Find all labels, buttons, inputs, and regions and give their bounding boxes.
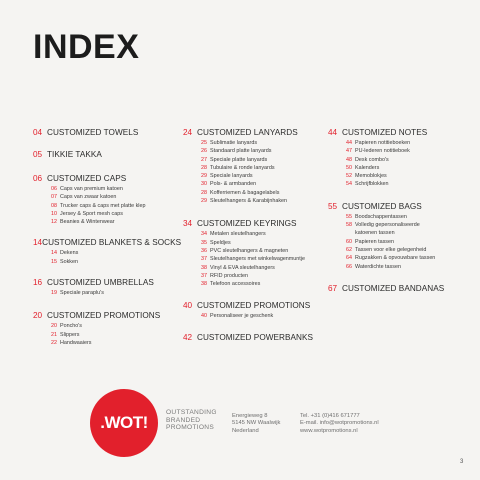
sub-item[interactable] [328,213,473,221]
contact-phone: Tel. +31 (0)416 671777 [300,413,360,419]
address-line: Nederland [232,427,259,434]
sub-item-page-number: 28 [201,164,207,171]
sub-item-page-number: 54 [346,181,352,188]
index-section [328,128,473,189]
index-section [183,301,323,320]
index-section [328,202,473,271]
section-heading[interactable] [183,301,323,311]
sub-item-page-number: 40 [201,313,207,320]
contact-website[interactable]: www.wotpromotions.nl [300,427,358,434]
index-section [33,311,178,347]
sub-item[interactable] [183,180,323,188]
section-page-number: 04 [33,128,43,137]
sub-item[interactable] [33,193,178,201]
sub-item-label: Sublimatie lanyards [210,140,258,146]
sub-item-page-number: 52 [346,173,352,180]
sub-item[interactable] [328,246,473,254]
address-block [232,413,280,435]
sub-item-page-number: 15 [51,258,57,265]
sub-item-label: Kofferriemen & bagagelabels [210,189,280,196]
sub-item-label: Trucker caps & caps met platte klep [60,202,146,209]
sub-item-page-number: 34 [201,231,207,238]
sub-item-page-number: 38 [201,281,207,288]
sub-item[interactable] [328,180,473,188]
sub-item-label: Boodschappentassen [355,213,407,220]
sub-item[interactable] [183,239,323,247]
index-section [33,174,178,226]
section-title: CUSTOMIZED BLANKETS & SOCKS [42,238,182,248]
sub-item-label: katoenen tassen [355,230,395,237]
section-heading[interactable] [183,128,323,138]
sub-item[interactable] [183,312,323,320]
sub-item[interactable] [33,185,178,193]
sub-item[interactable] [183,189,323,197]
sub-item-page-number: 36 [201,247,207,254]
section-heading[interactable] [33,238,182,248]
sub-item[interactable] [183,255,323,263]
sub-item-label: Speldjes [210,239,231,246]
sub-item-page-number: 64 [346,255,352,262]
sub-item-label: Handwaaiers [60,339,92,346]
sub-item-page-number: 58 [346,222,352,229]
sub-item-label: Speciale lanyards [210,173,253,180]
sub-item-page-number: 25 [201,140,207,146]
sub-item[interactable] [33,339,178,347]
section-page-number: 20 [33,311,43,321]
sub-item-page-number: 29 [201,173,207,180]
sub-item-page-number: 07 [51,194,57,201]
section-title: CUSTOMIZED BAGS [342,201,422,211]
sub-item-page-number: 48 [346,156,352,163]
sub-item-label: Metalen sleutelhangers [210,231,266,238]
index-section [33,278,178,297]
sub-item[interactable] [33,210,178,218]
sub-item[interactable] [328,263,473,271]
sub-item-label: Sokken [60,258,78,265]
sub-item[interactable] [328,221,473,229]
section-page-number: 05 [33,150,43,159]
section-heading[interactable] [33,150,178,160]
sub-item-page-number: 66 [346,263,352,270]
sub-item-page-number: 50 [346,164,352,171]
brand-tagline [166,409,217,432]
section-heading[interactable] [328,284,473,294]
sub-item-page-number: 38 [201,264,207,271]
section-heading[interactable] [183,333,323,343]
sub-item-label: Jersey & Sport mesh caps [60,210,123,217]
section-heading[interactable] [328,128,473,138]
sub-item[interactable] [183,230,323,238]
brand-line: BRANDED [166,416,201,424]
sub-item[interactable] [183,164,323,172]
sub-item[interactable] [183,272,323,280]
section-heading[interactable] [33,311,178,321]
sub-item-page-number: 14 [51,250,57,257]
sub-list [33,185,178,226]
page-title: INDEX [33,28,140,66]
sub-item-label: Kalenders [355,164,380,171]
sub-item[interactable] [328,147,473,155]
logo-text: .WOT! [100,413,148,432]
index-section [183,128,323,205]
section-title: CUSTOMIZED UMBRELLAS [47,278,154,288]
section-page-number: 34 [183,219,193,229]
sub-item[interactable] [328,229,473,237]
sub-item-page-number: 27 [201,156,207,163]
sub-item-label: Standaard platte lanyards [210,148,272,155]
sub-item-label: Caps van premium katoen [60,186,123,192]
sub-list [33,322,178,347]
sub-item-page-number: 37 [201,272,207,279]
sub-item-page-number: 28 [201,189,207,196]
sub-item-label: Beanies & Wintenwear [60,219,115,226]
sub-item-page-number: 44 [346,140,352,146]
sub-item[interactable] [328,172,473,180]
section-title: CUSTOMIZED LANYARDS [197,128,298,137]
section-page-number: 55 [328,201,338,211]
sub-item[interactable] [33,331,178,339]
sub-item-label: Slippers [60,331,80,338]
sub-item-label: Pols- & armbanden [210,181,257,188]
section-title: CUSTOMIZED PROMOTIONS [197,301,311,311]
section-title: CUSTOMIZED CAPS [47,174,127,183]
sub-item-page-number: 30 [201,181,207,188]
section-title: CUSTOMIZED TOWELS [47,128,139,137]
section-title: CUSTOMIZED BANDANAS [342,283,445,293]
sub-item-label: Caps van zwaar katoen [60,194,117,201]
sub-item[interactable] [183,147,323,155]
sub-item-label: Volledig gepersonaliseerde [355,222,420,229]
sub-item[interactable] [328,156,473,164]
sub-item-page-number: 08 [51,202,57,209]
index-section [328,284,473,294]
sub-item-page-number: 06 [51,186,57,192]
sub-list [33,249,178,266]
sub-item[interactable] [183,156,323,164]
sub-item-page-number: 19 [51,290,57,297]
sub-item[interactable] [33,249,178,257]
sub-item-page-number: 20 [51,323,57,330]
sub-item-label: Vinyl & EVA sleutelhangers [210,264,275,271]
sub-item-label: Papieren tassen [355,238,394,245]
section-heading[interactable] [33,128,178,138]
sub-item-page-number: 60 [346,238,352,245]
sub-item-label: Personaliseer je geschenk [210,313,274,320]
index-section [33,128,178,138]
section-page-number: 44 [328,128,338,137]
section-page-number: 40 [183,301,193,311]
sub-item-page-number: 55 [346,213,352,220]
sub-list [328,213,473,271]
sub-item[interactable] [33,218,178,226]
sub-item[interactable] [328,164,473,172]
index-column-3 [328,128,473,294]
address-line: 5145 NW Waalwijk [232,420,281,427]
index-section [183,333,323,343]
sub-item[interactable] [33,289,178,297]
sub-item[interactable] [183,197,323,205]
sub-list [33,289,178,297]
sub-item-label: Memoblokjes [355,173,387,180]
sub-item[interactable] [328,238,473,246]
brand-line: OUTSTANDING [166,409,217,416]
sub-item-page-number: 62 [346,246,352,253]
section-heading[interactable] [328,202,473,212]
sub-item-label: Sleutelhangers & Karabijnhaken [210,198,288,205]
sub-item[interactable] [183,280,323,288]
sub-item[interactable] [183,172,323,180]
sub-item-label: Tubulaire & ronde lanyards [210,164,275,171]
sub-item-page-number: 22 [51,339,57,346]
sub-item-page-number: 10 [51,210,57,217]
sub-list [328,139,473,189]
contact-email[interactable]: E-mail. info@wotpromotions.nl [300,420,379,427]
sub-item-page-number: 29 [201,198,207,205]
section-title: CUSTOMIZED PROMOTIONS [47,311,161,321]
sub-item-label: Rugzakken & opvouwbare tassen [355,255,436,262]
sub-item-label: Dekens [60,250,79,257]
section-title: CUSTOMIZED NOTES [342,128,428,137]
contact-block [300,413,379,435]
sub-list [183,312,323,320]
section-page-number: 16 [33,278,43,288]
index-section [33,150,178,160]
sub-item-page-number: 35 [201,239,207,246]
sub-item-label: Papieren notitieboeken [355,140,411,146]
sub-item[interactable] [183,264,323,272]
sub-item-label: PVC sleutelhangers & magneten [210,247,289,254]
section-page-number: 42 [183,332,193,342]
sub-item-page-number: 47 [346,148,352,155]
sub-item[interactable] [33,202,178,210]
sub-item-label: Sleutelhangers met winkelwagenmuntje [210,256,305,263]
wot-logo [90,389,158,457]
sub-item-page-number: 21 [51,331,57,338]
sub-item-label: Waterdichte tassen [355,263,401,270]
section-title: TIKKIE TAKKA [47,150,102,159]
sub-item-label: Schrijfblokken [355,181,389,188]
section-page-number: 24 [183,128,193,137]
section-title: CUSTOMIZED KEYRINGS [197,219,297,229]
sub-item-label: Speciale platte lanyards [210,156,268,163]
sub-item-label: RFID producten [210,272,249,279]
sub-item-page-number: 26 [201,148,207,155]
sub-item-label: Speciale paraplu's [60,290,104,297]
index-column-2 [183,128,323,343]
brand-line: PROMOTIONS [166,424,215,432]
sub-item-label: PU-lederen notitieboek [355,148,410,155]
section-title: CUSTOMIZED POWERBANKS [197,332,313,342]
sub-item[interactable] [33,258,178,266]
index-section [33,238,182,266]
section-heading[interactable] [33,174,178,184]
page-number: 3 [460,459,464,465]
section-heading[interactable] [33,278,178,288]
sub-list [183,230,323,288]
section-page-number: 14 [33,238,43,248]
section-heading[interactable] [183,219,323,229]
sub-item-label: Poncho's [60,323,83,330]
sub-item[interactable] [328,254,473,262]
sub-list [183,139,323,205]
index-section [183,219,323,288]
section-page-number: 67 [328,283,338,293]
sub-item[interactable] [183,247,323,255]
index-column-1 [33,128,182,347]
sub-item[interactable] [33,322,178,330]
sub-item-label: Tassen voor elke gelegenheid [355,246,427,253]
section-page-number: 06 [33,174,43,183]
sub-item-label: Desk combo's [355,156,389,163]
sub-item-label: Telefoon accessoires [210,281,261,288]
sub-item[interactable] [183,139,323,147]
sub-item[interactable] [328,139,473,147]
address-line: Energieweg 8 [232,413,268,419]
sub-item-page-number: 12 [51,219,57,226]
sub-item-page-number: 37 [201,256,207,263]
